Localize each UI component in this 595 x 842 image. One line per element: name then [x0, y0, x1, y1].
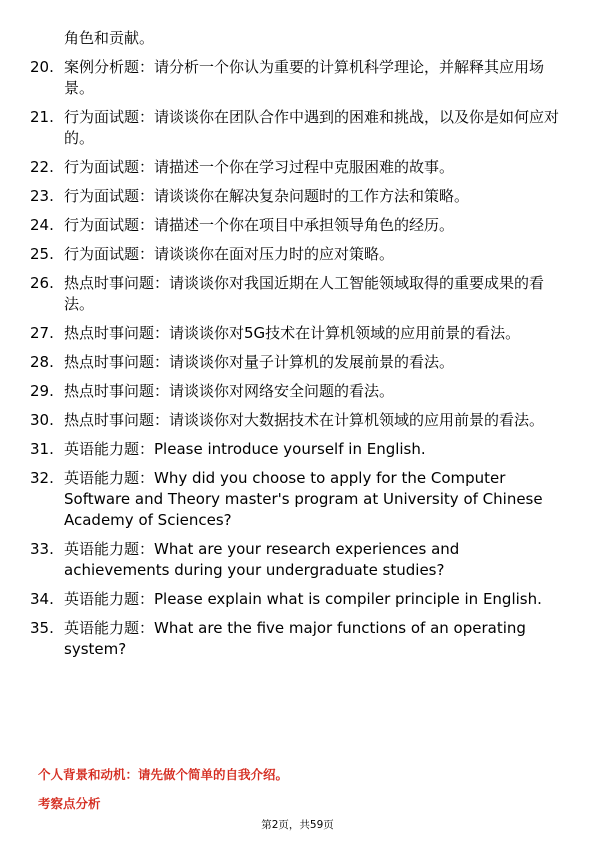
- question-number: 24.: [30, 216, 54, 234]
- question-text: 英语能力题：What are your research experiences and achievements during your undergraduate studies?: [64, 540, 460, 579]
- question-text: 热点时事问题：请谈谈你对我国近期在人工智能领域取得的重要成果的看法。: [64, 274, 545, 313]
- question-item: [30, 618, 564, 660]
- question-number: 25.: [30, 245, 54, 263]
- question-text: 英语能力题：Why did you choose to apply for the Computer Software and Theory master's program at University of Chinese Academy of Sciences?: [64, 469, 543, 529]
- question-text: 英语能力题：Please introduce yourself in English.: [64, 440, 426, 458]
- question-item: [30, 215, 564, 236]
- question-item: [30, 57, 564, 99]
- question-number: 34.: [30, 590, 54, 608]
- question-item: [30, 439, 564, 460]
- page-footer: 第2页，共59页: [261, 819, 334, 831]
- question-item: [30, 157, 564, 178]
- question-text: 行为面试题：请描述一个你在项目中承担领导角色的经历。: [64, 216, 455, 234]
- question-number: 27.: [30, 324, 54, 342]
- question-number: 31.: [30, 440, 54, 458]
- question-number: 35.: [30, 619, 54, 637]
- question-text: 热点时事问题：请谈谈你对大数据技术在计算机领域的应用前景的看法。: [64, 411, 545, 429]
- question-text: 热点时事问题：请谈谈你对量子计算机的发展前景的看法。: [64, 353, 455, 371]
- question-list: [30, 57, 564, 660]
- question-text: 案例分析题：请分析一个你认为重要的计算机科学理论，并解释其应用场景。: [64, 58, 545, 97]
- question-text: 行为面试题：请谈谈你在解决复杂问题时的工作方法和策略。: [64, 187, 470, 205]
- question-item: [30, 468, 564, 531]
- question-text: 英语能力题：Please explain what is compiler principle in English.: [64, 590, 542, 608]
- question-number: 21.: [30, 108, 54, 126]
- continuation-text: 角色和贡献。: [64, 29, 155, 47]
- question-text: 行为面试题：请描述一个你在学习过程中克服困难的故事。: [64, 158, 455, 176]
- question-item: [30, 410, 564, 431]
- question-number: 32.: [30, 469, 54, 487]
- question-number: 33.: [30, 540, 54, 558]
- question-text: 热点时事问题：请谈谈你对5G技术在计算机领域的应用前景的看法。: [64, 324, 521, 342]
- question-number: 26.: [30, 274, 54, 292]
- question-text: 英语能力题：What are the five major functions of an operating system?: [64, 619, 526, 658]
- sub-heading: 考察点分析: [38, 796, 101, 811]
- question-item: [30, 186, 564, 207]
- question-item: [30, 589, 564, 610]
- question-text: 热点时事问题：请谈谈你对网络安全问题的看法。: [64, 382, 395, 400]
- question-item: [30, 381, 564, 402]
- section-heading: 个人背景和动机：请先做个简单的自我介绍。: [38, 767, 289, 782]
- question-item: [30, 323, 564, 344]
- question-number: 28.: [30, 353, 54, 371]
- question-number: 22.: [30, 158, 54, 176]
- question-number: 20.: [30, 58, 54, 76]
- question-text: 行为面试题：请谈谈你在面对压力时的应对策略。: [64, 245, 395, 263]
- document-body: [30, 28, 564, 660]
- question-item: [30, 273, 564, 315]
- question-item: [30, 244, 564, 265]
- question-text: 行为面试题：请谈谈你在团队合作中遇到的困难和挑战，以及你是如何应对的。: [64, 108, 560, 147]
- question-number: 30.: [30, 411, 54, 429]
- question-item: [30, 352, 564, 373]
- question-number: 29.: [30, 382, 54, 400]
- question-item: [30, 539, 564, 581]
- question-number: 23.: [30, 187, 54, 205]
- question-item: [30, 107, 564, 149]
